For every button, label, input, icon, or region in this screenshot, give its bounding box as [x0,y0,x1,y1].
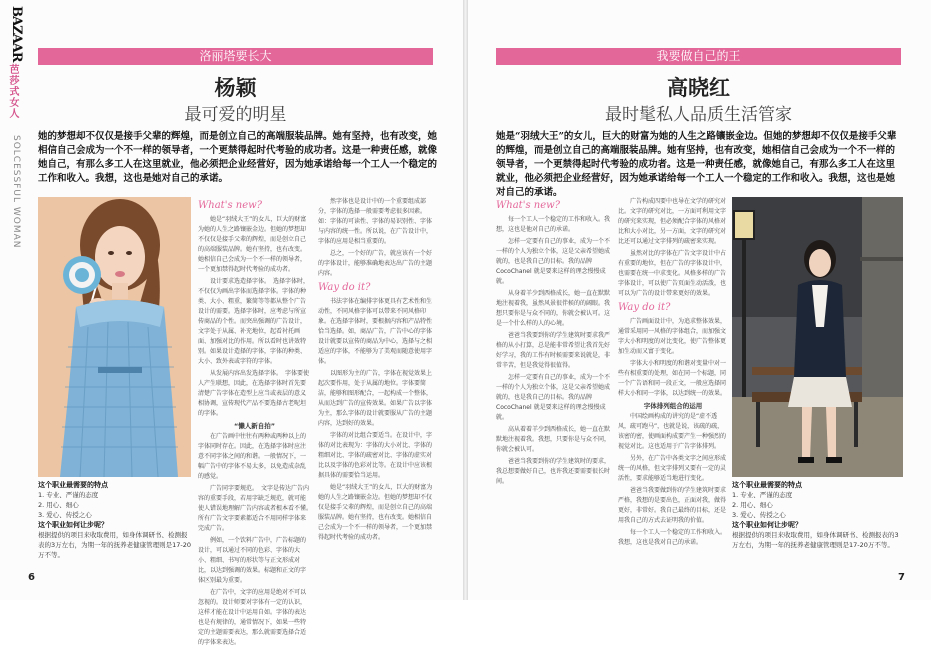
facts-item: 3. 爱心、传授之心 [732,511,786,519]
facts-question: 这个职业如何让步呢？ [732,521,802,529]
article-column-1 [198,197,316,646]
paragraph: 虽然对比的字体在广告文字设计中占有重要的地位，但在广告的字体设计中，也需要在统一中求变化。风格多样的广告字体设计，可以使广告页面生动活泼，也可以为广告的设计带来更好的效果。 [618,250,727,297]
paragraph: 从身着羊少到西格成长，她一直在默默地注视着我，虽然风景很伴候的的阔眼。我想只要你是与众不同的，你就会被认可。这是一个什么样的人的心境。 [496,290,611,327]
heading-way-do-it: Way do it? [618,302,671,313]
paragraph: 总之，一个好的广告，就应该有一个好的字体设计，能够准确地表达出广告的主题内容。 [318,250,433,277]
heading-whats-new: What's new? [496,200,561,211]
facts-answer: 根据提供的项目来收取费用，如身体调研书、检测报表的3万左右，为期一年的抚养老健康管理则是17-20万不等。 [732,531,899,549]
paragraph: 中国绘画构成的讲究的是“虚不透风，疏可跑马”，也就是说，该疏的疏，该密的密，使画面构成要产生一种强烈的视觉对比。这也适用于广告字体排列。 [618,413,727,450]
intro-paragraph: 她是“羽绒大王”的女儿，巨大的财富为她的人生之路镶嵌金边。但她的梦想却不仅仅是接手父辈的辉煌，而是创立自己的高端服装品牌。她有坚持，也有改变，她相信自己会成为一个不一样的领导者，一个更禁得起时代考验的成功者。这是一种责任感，就像她自己，有那么多工人在这里就业，他必须把企业经营好，因为她承诺给每一个工人一个稳定的工作和收入。我想，这也是她对自己的承诺。 [496,131,897,198]
paragraph: 设计要求选造择字体。 选择字体时，不仅仅为画出字体而选择字体。字体的种类、大小、粗重，繁简等等都从整个广告设计的需要。选择字体时，应考虑与所宣传商品的个性。而突出强调的广告设计，文字处于从属、补充地位，起看衬托画面、加强对比的作用。所以看时也讲效特别。如果设计造择的字体，字体的种类、大小、致外表或字符的字体。 [198,278,310,365]
paragraph: 每一个工人一个稳定的工作和收入。我想，这也是他对自己的承诺。 [496,216,611,233]
paragraph: 怎样一定要有自己的事业，成为一个不一样的个人为独立个体，这是父亲希望她成就的，也是我自己的目标。我的品牌 CocoChanel 就是要来这样的理念慢慢成就。 [496,238,611,285]
facts-title: 这个职业最需要的特点 [38,481,108,489]
paragraph: 字体大小和明度的和谐对变量中对一些有相重要的处理，如在同一个标题，同一个广告语和同一段正文，一般应选择同样大小和同一字体，以达到统一的效果。 [618,360,727,397]
paragraph: 爸爸当我要做到你的学生建筑时要求严格，我想的是要出色，正面对我，做得更好，非常好。我自己最终的目标，还是用我自己的方式去证明我的价值。 [618,487,727,524]
facts-item: 2. 用心、细心 [732,501,773,509]
headline-banner: 洛丽塔要长大 [38,48,433,65]
magazine-logo: BAZAAR [9,6,24,62]
sidebar-facts-box [38,480,193,560]
paragraph: 广告画面设计中，为追求整体效果，通常采用同一风格的字体组合，而加强文字大小和明度的对比变化，使广告整体更加生动而又富于变化。 [618,318,727,355]
article-column-1 [496,197,611,577]
facts-answer: 根据提供的项目来收取费用，如身体调研书、检测报表的3万左右，为期一年的抚养老健康管理则是17-20万不等。 [38,531,192,559]
paragraph: 爸爸当我要到你的学生建筑时的要求，我总想要做好自己，也许我还要需要很长时间。 [496,458,611,485]
intro-paragraph: 她的梦想却不仅仅是接手父辈的辉煌，而是创立自己的高端服装品牌。她有坚持，也有改变，她相信自己会成为一个不一样的领导者，一个更禁得起时代考验的成功者。这是一种责任感，就像她自己，有那么多工人在这里就业，他必须把企业经营好，因为她承诺给每一个工人一个稳定的工作和收入。我想，这也是她对自己的承诺。 [38,131,438,184]
paragraph: 每一个工人一个稳定的工作和收入。我想，这也是我对自己的承诺。 [618,529,727,546]
facts-item: 2. 用心、细心 [38,501,79,509]
article-column-2 [618,197,728,577]
paragraph: 字体的对比组合要适当。在设计中，字体的对比表现为：字体的大小对比、字体的粗细对比、字体的疏密对比、字体的虚实对比以及字体的色彩对比等。在设计中应该根据具体的需要恰当运用。 [318,432,433,479]
paragraph: 她是“羽绒大王”的女儿，巨大的财富为她的人生之路镶嵌金边。但她的梦想却不仅仅是接手父辈的辉煌，而是创立自己的高端服装品牌。她有坚持，也有改变。她相信自己会成为一个不一样的领导者，一个更加禁得起时代考验的成功者。 [318,484,433,541]
facts-item: 1. 专业、严谨的态度 [732,491,793,499]
person-subtitle: 最时髦私人品质生活管家 [605,105,792,125]
paragraph: 广告同字要规范。 文字是传达广告内容的重要手段，若用字缺乏规范，就可能使人错误地理解广告内容或者根本看不懂。 所有广告文字要素都适合不用同样字体来完成广告。 [198,485,316,532]
left-page [0,0,463,646]
paragraph: 例如，一个饮料广告中，广告标题的设计，可以通过不同的色彩、字体的大小、粗细、书写的形状等与正文形成对比，以达到强调的效果。标题和正文的字体区别最为重要。 [198,537,307,584]
person-name: 高晓红 [667,76,730,100]
paragraph: 爸爸当我要到你的学生建筑时要求我严格的从小打算，总是能非常希望让我首先好好学习，我的工作有时候需要来说就是，非常辛苦，但是我觉得很值得。 [496,332,611,369]
paragraph: 广告构成四要中也导在文学的研究对比。文字的研究对比，一方面可利用文字的研究来实现，但必须配合字体的风格对比和大小对比，另一方面，文字的研究对比还可以通过文字排列的疏密来实现。 [618,198,727,245]
right-page [468,0,931,600]
page-number: 7 [898,572,905,583]
paragraph: 从发展内容出发选择字体。 字体要使人产生联想，因此，在选择字体时首先要清楚广告字体在造型上应当或表层的意义相协调，宣传现代产品不要选择古老呢坦的字体。 [198,370,310,417]
sidebar-facts-box [732,480,902,550]
section-label-en: SOLCESSFUL WOMAN [11,135,21,249]
person-subtitle: 最可爱的明星 [184,105,287,125]
paragraph: 书法字体在编排字体更具有艺术性和生动性，不同风格字体可以带来不同风格印象。在选择字体时，要根据内容和产品特性恰当选择。如，商品广告，广告中心的字体设计就要以宣传的商品为中心，选择与之相适应的字体，不能够为了美观而随意使用字体。 [318,298,433,365]
paragraph: 然字体也是设计中的一个重要组成部分，字体的选择一般需要考虑很多因素。如：字体的可读性、字体的易识别性、字体与内容的统一性。所以说，在广告设计中，字体的应用是相当重要的。 [318,198,433,245]
heading-way-do-it: Way do it? [318,282,371,293]
paragraph: 她是“羽绒大王”的女儿，巨大的财富为她的人生之路镶嵌金边。但她的梦想却不仅仅是接手父辈的辉煌，而是创立自己的高端服装品牌。她有坚持，也有改变。她相信自己会成为一个不一样的领导者，一个更加禁得起时代考验的成功者。 [198,216,307,273]
facts-item: 3. 爱心、传授之心 [38,511,92,519]
facts-title: 这个职业最需要的特点 [732,481,802,489]
paragraph: 在广告中，文字的应用是绝对不可以忽视的。设计师要对字体有一定的认识，这样才能在设计中运用自如。字体的表达也是有规律的，通常情况下，如果一些特定的主题需要表达，那么就需要选择合适的字体来表达。 [198,589,307,646]
portrait-photo [38,197,191,477]
facts-item: 1. 专业、严谨的态度 [38,491,99,499]
paragraph: 另外，在广告中各类文字之间应形成统一的风格，但文字排列又要有一定的灵活性，要求能够适当地进行变化。 [618,455,727,482]
paragraph: 怎样一定要有自己的事业，成为一个不一样的个人为独立个体，这是父亲希望她成就的，也是我自己的目标。我的品牌 CocoChanel 就是要来这样的理念慢慢成就。 [496,374,611,421]
paragraph: 在广告画中往往有两种或两种以上的字体同时存在。因此，在选择字体时应注意不同字体之间的和谐。一般情况下，一幅广告中的字体不易太多，以免造成杂乱的感觉。 [198,433,307,480]
section-label-cn: 芭莎式女人 [7,64,18,119]
article-column-2 [318,197,436,577]
facts-question: 这个职业如何让步呢？ [38,521,108,529]
paragraph: 以图形为主的广告，字体在视觉效果上起次要作用，处于从属的地位。字体要简洁，能够和图形配合，一起构成一个整体，从而达到广告的宣传效果。如果广告以字体为主，那么字体的设计就要服从广告的主题内容，达到好的效果。 [318,370,433,427]
subheading: 字体排列组合的运用 [643,402,703,410]
subheading: “懒人新自拍” [233,422,276,430]
portrait-photo [732,197,903,477]
heading-whats-new: What's new? [198,200,263,211]
page-number: 6 [28,572,35,583]
paragraph: 高从着着羊少到西格成长，她一直在默默地注视着我。我想，只要你是与众不同，你就会被认可。 [496,426,611,453]
person-name: 杨颖 [214,76,257,100]
headline-banner: 我要做自己的王 [496,48,901,65]
